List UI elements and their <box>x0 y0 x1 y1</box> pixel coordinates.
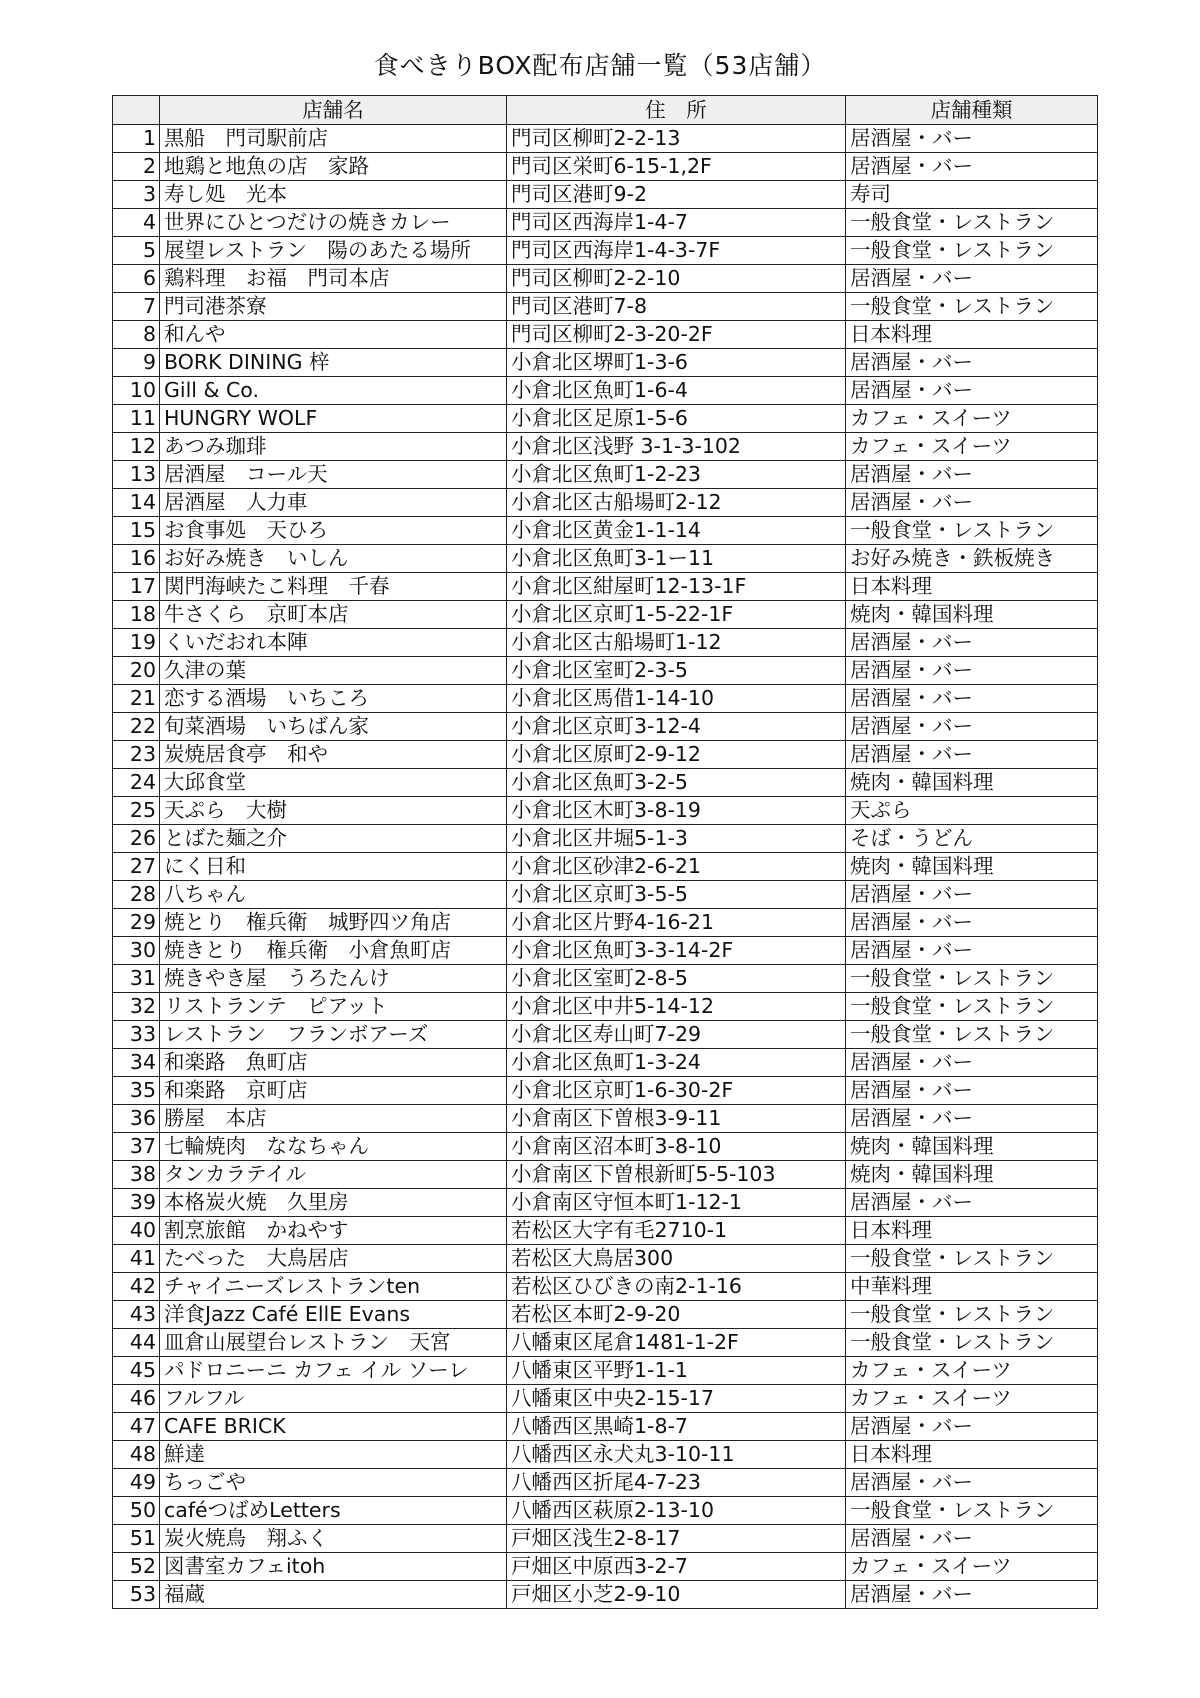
table-row <box>113 1385 1098 1413</box>
store-type: 日本料理 <box>846 1217 1098 1245</box>
store-address: 門司区柳町2-3-20-2F <box>507 321 846 349</box>
store-address: 小倉南区沼本町3-8-10 <box>507 1133 846 1161</box>
store-address: 小倉北区魚町1-2-23 <box>507 461 846 489</box>
row-number: 25 <box>113 797 160 825</box>
table-row <box>113 1553 1098 1581</box>
store-type: 天ぷら <box>846 797 1098 825</box>
row-number: 21 <box>113 685 160 713</box>
row-number: 15 <box>113 517 160 545</box>
store-name: 七輪焼肉 ななちゃん <box>160 1133 507 1161</box>
store-name: 炭焼居食亭 和や <box>160 741 507 769</box>
table-row <box>113 461 1098 489</box>
store-type: カフェ・スイーツ <box>846 405 1098 433</box>
store-type: 居酒屋・バー <box>846 377 1098 405</box>
table-row <box>113 769 1098 797</box>
store-address: 小倉北区魚町3-2-5 <box>507 769 846 797</box>
row-number: 30 <box>113 937 160 965</box>
store-name: Gill & Co. <box>160 377 507 405</box>
row-number: 44 <box>113 1329 160 1357</box>
row-number: 39 <box>113 1189 160 1217</box>
store-type: 一般食堂・レストラン <box>846 1301 1098 1329</box>
row-number: 26 <box>113 825 160 853</box>
row-number: 46 <box>113 1385 160 1413</box>
table-row <box>113 629 1098 657</box>
table-row <box>113 1189 1098 1217</box>
store-address: 小倉南区守恒本町1-12-1 <box>507 1189 846 1217</box>
store-type: 居酒屋・バー <box>846 1077 1098 1105</box>
store-name: 地鶏と地魚の店 家路 <box>160 153 507 181</box>
table-row <box>113 1525 1098 1553</box>
store-address: 戸畑区小芝2-9-10 <box>507 1581 846 1609</box>
store-name: caféつばめLetters <box>160 1497 507 1525</box>
table-row <box>113 349 1098 377</box>
row-number: 28 <box>113 881 160 909</box>
store-address: 小倉北区京町1-5-22-1F <box>507 601 846 629</box>
row-number: 12 <box>113 433 160 461</box>
table-row <box>113 1469 1098 1497</box>
table-row <box>113 881 1098 909</box>
store-name: CAFE BRICK <box>160 1413 507 1441</box>
store-type: 一般食堂・レストラン <box>846 237 1098 265</box>
store-address: 門司区栄町6-15-1,2F <box>507 153 846 181</box>
table-row <box>113 1161 1098 1189</box>
store-name: 鮮達 <box>160 1441 507 1469</box>
row-number: 2 <box>113 153 160 181</box>
table-row <box>113 1497 1098 1525</box>
table-row <box>113 293 1098 321</box>
store-type: 居酒屋・バー <box>846 741 1098 769</box>
row-number: 34 <box>113 1049 160 1077</box>
store-name: 図書室カフェitoh <box>160 1553 507 1581</box>
store-type: 居酒屋・バー <box>846 1049 1098 1077</box>
row-number: 20 <box>113 657 160 685</box>
store-type: 居酒屋・バー <box>846 153 1098 181</box>
store-address: 小倉北区魚町3-1ー11 <box>507 545 846 573</box>
table-row <box>113 265 1098 293</box>
store-type: 居酒屋・バー <box>846 1581 1098 1609</box>
row-number: 41 <box>113 1245 160 1273</box>
table-row <box>113 405 1098 433</box>
table-row <box>113 1273 1098 1301</box>
store-type: 日本料理 <box>846 573 1098 601</box>
table-body <box>113 125 1098 1609</box>
row-number: 4 <box>113 209 160 237</box>
store-name: 和楽路 京町店 <box>160 1077 507 1105</box>
table-row <box>113 1441 1098 1469</box>
store-type: 居酒屋・バー <box>846 1413 1098 1441</box>
row-number: 16 <box>113 545 160 573</box>
store-address: 若松区ひびきの南2-1-16 <box>507 1273 846 1301</box>
store-address: 八幡西区萩原2-13-10 <box>507 1497 846 1525</box>
store-type: 焼肉・韓国料理 <box>846 1133 1098 1161</box>
store-name: 展望レストラン 陽のあたる場所 <box>160 237 507 265</box>
table-row <box>113 1021 1098 1049</box>
store-list-table <box>112 95 1098 1609</box>
row-number: 18 <box>113 601 160 629</box>
table-row <box>113 965 1098 993</box>
store-name: 焼きやき屋 うろたんけ <box>160 965 507 993</box>
row-number: 1 <box>113 125 160 153</box>
row-number: 32 <box>113 993 160 1021</box>
store-name: 和んや <box>160 321 507 349</box>
table-row <box>113 797 1098 825</box>
store-address: 門司区港町7-8 <box>507 293 846 321</box>
table-row <box>113 545 1098 573</box>
store-address: 八幡西区折尾4-7-23 <box>507 1469 846 1497</box>
table-row <box>113 1217 1098 1245</box>
store-name: 久津の葉 <box>160 657 507 685</box>
store-name: 世界にひとつだけの焼きカレー <box>160 209 507 237</box>
store-address: 門司区港町9-2 <box>507 181 846 209</box>
row-number: 9 <box>113 349 160 377</box>
row-number: 47 <box>113 1413 160 1441</box>
store-name: 焼とり 権兵衛 城野四ツ角店 <box>160 909 507 937</box>
table-row <box>113 237 1098 265</box>
row-number: 42 <box>113 1273 160 1301</box>
table-row <box>113 853 1098 881</box>
store-name: くいだおれ本陣 <box>160 629 507 657</box>
store-address: 八幡西区黒崎1-8-7 <box>507 1413 846 1441</box>
store-name: 皿倉山展望台レストラン 天宮 <box>160 1329 507 1357</box>
store-type: 居酒屋・バー <box>846 937 1098 965</box>
store-address: 小倉北区足原1-5-6 <box>507 405 846 433</box>
store-type: 一般食堂・レストラン <box>846 965 1098 993</box>
store-name: パドロニーニ カフェ イル ソーレ <box>160 1357 507 1385</box>
table-row <box>113 153 1098 181</box>
store-address: 門司区西海岸1-4-3-7F <box>507 237 846 265</box>
row-number: 10 <box>113 377 160 405</box>
store-name: お好み焼き いしん <box>160 545 507 573</box>
row-number: 5 <box>113 237 160 265</box>
store-address: 小倉北区黄金1-1-14 <box>507 517 846 545</box>
store-name: とばた麺之介 <box>160 825 507 853</box>
table-row <box>113 125 1098 153</box>
store-type: カフェ・スイーツ <box>846 1385 1098 1413</box>
store-type: 一般食堂・レストラン <box>846 293 1098 321</box>
store-address: 小倉北区砂津2-6-21 <box>507 853 846 881</box>
row-number: 17 <box>113 573 160 601</box>
store-type: 居酒屋・バー <box>846 629 1098 657</box>
row-number: 45 <box>113 1357 160 1385</box>
store-type: そば・うどん <box>846 825 1098 853</box>
store-type: お好み焼き・鉄板焼き <box>846 545 1098 573</box>
table-row <box>113 181 1098 209</box>
store-type: 居酒屋・バー <box>846 265 1098 293</box>
store-name: ちっごや <box>160 1469 507 1497</box>
store-name: 洋食Jazz Café EllE Evans <box>160 1301 507 1329</box>
store-type: 焼肉・韓国料理 <box>846 1161 1098 1189</box>
table-row <box>113 1077 1098 1105</box>
header-row <box>113 96 1098 125</box>
table-row <box>113 209 1098 237</box>
store-type: 一般食堂・レストラン <box>846 1245 1098 1273</box>
store-address: 小倉北区魚町1-6-4 <box>507 377 846 405</box>
row-number: 27 <box>113 853 160 881</box>
store-address: 八幡西区永犬丸3-10-11 <box>507 1441 846 1469</box>
store-address: 小倉北区片野4-16-21 <box>507 909 846 937</box>
store-address: 若松区本町2-9-20 <box>507 1301 846 1329</box>
table-row <box>113 685 1098 713</box>
store-type: 居酒屋・バー <box>846 1105 1098 1133</box>
row-number: 33 <box>113 1021 160 1049</box>
table-header <box>113 96 1098 125</box>
store-type: 居酒屋・バー <box>846 685 1098 713</box>
store-address: 小倉北区古船場町2-12 <box>507 489 846 517</box>
row-number: 48 <box>113 1441 160 1469</box>
store-type: 居酒屋・バー <box>846 713 1098 741</box>
store-type: 中華料理 <box>846 1273 1098 1301</box>
store-name: 居酒屋 人力車 <box>160 489 507 517</box>
store-type: 一般食堂・レストラン <box>846 1497 1098 1525</box>
store-name: 黒船 門司駅前店 <box>160 125 507 153</box>
store-address: 小倉北区木町3-8-19 <box>507 797 846 825</box>
store-name: BORK DINING 梓 <box>160 349 507 377</box>
store-address: 小倉北区中井5-14-12 <box>507 993 846 1021</box>
row-number: 24 <box>113 769 160 797</box>
store-type: 日本料理 <box>846 321 1098 349</box>
row-number: 19 <box>113 629 160 657</box>
store-name: 居酒屋 コール天 <box>160 461 507 489</box>
store-type: 居酒屋・バー <box>846 489 1098 517</box>
store-address: 門司区柳町2-2-13 <box>507 125 846 153</box>
store-address: 小倉南区下曽根新町5-5-103 <box>507 1161 846 1189</box>
table-row <box>113 489 1098 517</box>
table-row <box>113 601 1098 629</box>
store-type: 居酒屋・バー <box>846 1525 1098 1553</box>
store-address: 小倉北区室町2-3-5 <box>507 657 846 685</box>
table-row <box>113 1301 1098 1329</box>
row-number: 43 <box>113 1301 160 1329</box>
row-number: 50 <box>113 1497 160 1525</box>
table-row <box>113 1329 1098 1357</box>
table-row <box>113 741 1098 769</box>
store-address: 小倉北区京町3-5-5 <box>507 881 846 909</box>
row-number: 14 <box>113 489 160 517</box>
store-name: 和楽路 魚町店 <box>160 1049 507 1077</box>
store-type: 居酒屋・バー <box>846 1469 1098 1497</box>
table-row <box>113 321 1098 349</box>
table-row <box>113 1245 1098 1273</box>
table-row <box>113 909 1098 937</box>
store-name: 大邱食堂 <box>160 769 507 797</box>
table-row <box>113 825 1098 853</box>
table-row <box>113 1581 1098 1609</box>
store-type: 居酒屋・バー <box>846 125 1098 153</box>
store-name: リストランテ ピアット <box>160 993 507 1021</box>
row-number: 31 <box>113 965 160 993</box>
store-address: 若松区大字有毛2710-1 <box>507 1217 846 1245</box>
store-address: 小倉北区井堀5-1-3 <box>507 825 846 853</box>
store-type: カフェ・スイーツ <box>846 1357 1098 1385</box>
table-row <box>113 993 1098 1021</box>
table-row <box>113 377 1098 405</box>
store-name: 恋する酒場 いちころ <box>160 685 507 713</box>
store-type: カフェ・スイーツ <box>846 1553 1098 1581</box>
row-number: 29 <box>113 909 160 937</box>
row-number: 40 <box>113 1217 160 1245</box>
store-address: 小倉南区下曽根3-9-11 <box>507 1105 846 1133</box>
store-address: 小倉北区室町2-8-5 <box>507 965 846 993</box>
store-type: カフェ・スイーツ <box>846 433 1098 461</box>
store-address: 小倉北区馬借1-14-10 <box>507 685 846 713</box>
store-name: HUNGRY WOLF <box>160 405 507 433</box>
store-type: 居酒屋・バー <box>846 881 1098 909</box>
store-type: 日本料理 <box>846 1441 1098 1469</box>
store-name: 関門海峡たこ料理 千春 <box>160 573 507 601</box>
table-row <box>113 1105 1098 1133</box>
store-type: 一般食堂・レストラン <box>846 1329 1098 1357</box>
store-name: 寿し処 光本 <box>160 181 507 209</box>
store-name: 鶏料理 お福 門司本店 <box>160 265 507 293</box>
store-type: 居酒屋・バー <box>846 657 1098 685</box>
store-type: 一般食堂・レストラン <box>846 1021 1098 1049</box>
store-name: たべった 大鳥居店 <box>160 1245 507 1273</box>
store-name: あつみ珈琲 <box>160 433 507 461</box>
store-name: にく日和 <box>160 853 507 881</box>
store-address: 戸畑区中原西3-2-7 <box>507 1553 846 1581</box>
store-name: 天ぷら 大樹 <box>160 797 507 825</box>
table-row <box>113 517 1098 545</box>
store-type: 居酒屋・バー <box>846 461 1098 489</box>
store-address: 小倉北区魚町3-3-14-2F <box>507 937 846 965</box>
store-name: 割烹旅館 かねやす <box>160 1217 507 1245</box>
row-number: 8 <box>113 321 160 349</box>
store-address: 小倉北区魚町1-3-24 <box>507 1049 846 1077</box>
row-number: 53 <box>113 1581 160 1609</box>
store-type: 一般食堂・レストラン <box>846 517 1098 545</box>
store-name: 門司港茶寮 <box>160 293 507 321</box>
store-name: 勝屋 本店 <box>160 1105 507 1133</box>
store-type: 居酒屋・バー <box>846 349 1098 377</box>
header-number <box>113 96 160 125</box>
table-row <box>113 1049 1098 1077</box>
row-number: 35 <box>113 1077 160 1105</box>
store-address: 門司区西海岸1-4-7 <box>507 209 846 237</box>
store-name: お食事処 天ひろ <box>160 517 507 545</box>
table-row <box>113 433 1098 461</box>
table-row <box>113 713 1098 741</box>
row-number: 11 <box>113 405 160 433</box>
page-title: 食べきりBOX配布店舗一覧（53店舗） <box>373 51 827 80</box>
store-address: 若松区大鳥居300 <box>507 1245 846 1273</box>
store-name: 旬菜酒場 いちばん家 <box>160 713 507 741</box>
row-number: 3 <box>113 181 160 209</box>
store-name: 八ちゃん <box>160 881 507 909</box>
row-number: 13 <box>113 461 160 489</box>
store-name: チャイニーズレストランten <box>160 1273 507 1301</box>
store-address: 小倉北区堺町1-3-6 <box>507 349 846 377</box>
store-address: 八幡東区平野1-1-1 <box>507 1357 846 1385</box>
store-address: 小倉北区原町2-9-12 <box>507 741 846 769</box>
row-number: 51 <box>113 1525 160 1553</box>
header-store-name: 店舗名 <box>160 96 507 125</box>
store-type: 一般食堂・レストラン <box>846 209 1098 237</box>
row-number: 6 <box>113 265 160 293</box>
row-number: 7 <box>113 293 160 321</box>
store-name: レストラン フランボアーズ <box>160 1021 507 1049</box>
header-store-type: 店舗種類 <box>846 96 1098 125</box>
store-address: 小倉北区寿山町7-29 <box>507 1021 846 1049</box>
table-row <box>113 1357 1098 1385</box>
row-number: 52 <box>113 1553 160 1581</box>
store-type: 寿司 <box>846 181 1098 209</box>
store-address: 門司区柳町2-2-10 <box>507 265 846 293</box>
store-address: 八幡東区尾倉1481-1-2F <box>507 1329 846 1357</box>
row-number: 49 <box>113 1469 160 1497</box>
store-type: 居酒屋・バー <box>846 909 1098 937</box>
row-number: 23 <box>113 741 160 769</box>
row-number: 37 <box>113 1133 160 1161</box>
store-address: 小倉北区古船場町1-12 <box>507 629 846 657</box>
store-type: 居酒屋・バー <box>846 1189 1098 1217</box>
store-name: フルフル <box>160 1385 507 1413</box>
store-name: 牛さくら 京町本店 <box>160 601 507 629</box>
store-name: 焼きとり 権兵衛 小倉魚町店 <box>160 937 507 965</box>
store-name: 炭火焼鳥 翔ふく <box>160 1525 507 1553</box>
store-name: 福蔵 <box>160 1581 507 1609</box>
store-name: タンカラテイル <box>160 1161 507 1189</box>
store-name: 本格炭火焼 久里房 <box>160 1189 507 1217</box>
table-row <box>113 573 1098 601</box>
header-address: 住 所 <box>507 96 846 125</box>
table-row <box>113 937 1098 965</box>
store-address: 小倉北区京町1-6-30-2F <box>507 1077 846 1105</box>
table-row <box>113 1133 1098 1161</box>
row-number: 38 <box>113 1161 160 1189</box>
store-address: 戸畑区浅生2-8-17 <box>507 1525 846 1553</box>
table-row <box>113 657 1098 685</box>
store-type: 焼肉・韓国料理 <box>846 601 1098 629</box>
store-address: 小倉北区京町3-12-4 <box>507 713 846 741</box>
store-address: 八幡東区中央2-15-17 <box>507 1385 846 1413</box>
table-row <box>113 1413 1098 1441</box>
store-address: 小倉北区浅野 3-1-3-102 <box>507 433 846 461</box>
row-number: 36 <box>113 1105 160 1133</box>
store-type: 焼肉・韓国料理 <box>846 853 1098 881</box>
store-type: 焼肉・韓国料理 <box>846 769 1098 797</box>
store-address: 小倉北区紺屋町12-13-1F <box>507 573 846 601</box>
store-type: 一般食堂・レストラン <box>846 993 1098 1021</box>
row-number: 22 <box>113 713 160 741</box>
